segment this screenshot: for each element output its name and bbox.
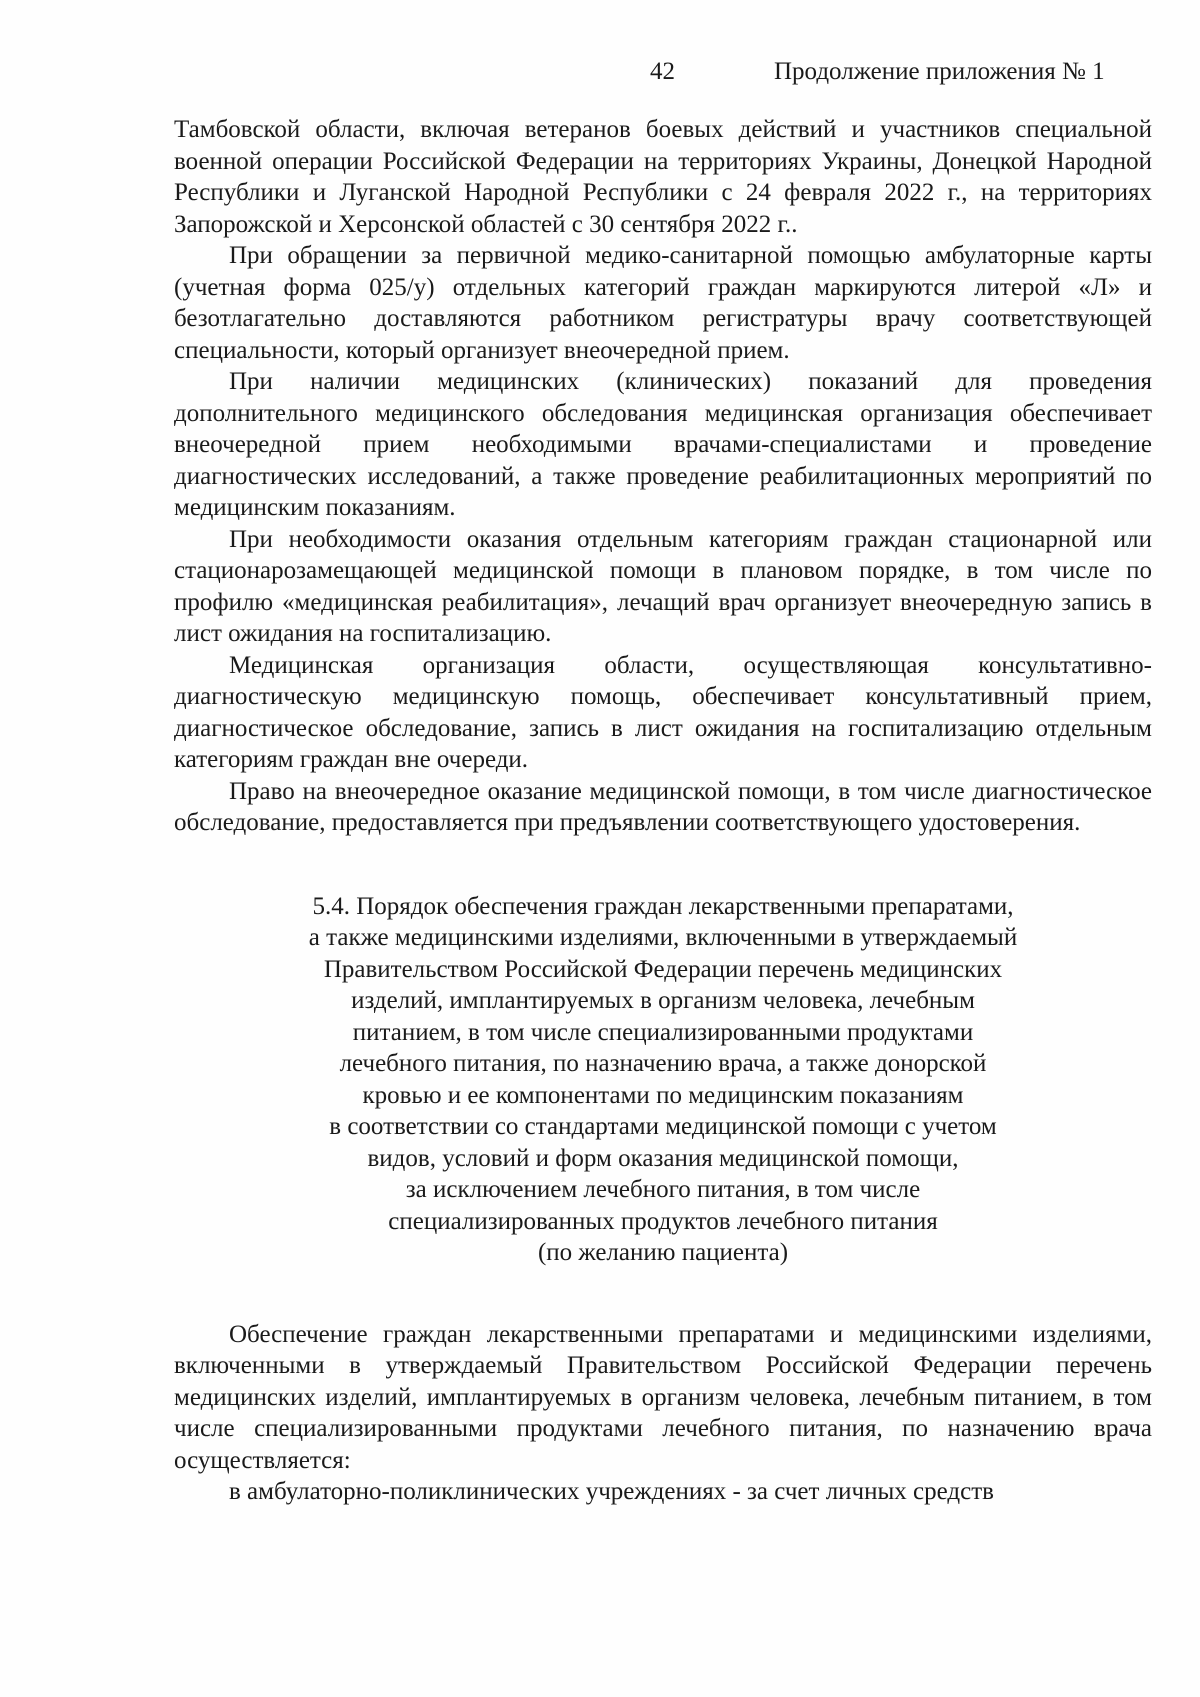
section-heading-line: Правительством Российской Федерации перечень медицинских: [323, 955, 1003, 983]
paragraph: При обращении за первичной медико-санитарной помощью амбулаторные карты (учетная форма 025/у) отдельных категорий граждан маркируются литерой «Л» и безотлагательно доставляются работником регистратуры врачу соответствующей специальности, который организует внеочередной прием.: [174, 242, 1152, 364]
section-heading-line: видов, условий и форм оказания медицинской помощи,: [367, 1144, 959, 1172]
section-heading-line: кровью и ее компонентами по медицинским показаниям: [362, 1081, 964, 1109]
section-heading-line: за исключением лечебного питания, в том числе: [405, 1176, 921, 1203]
paragraph: Право на внеочередное оказание медицинской помощи, в том числе диагностическое обследование, предоставляется при предъявлении соответствующего удостоверения.: [174, 777, 1152, 836]
section-heading-line: (по желанию пациента): [537, 1239, 789, 1266]
section-heading-line: лечебного питания, по назначению врача, а также донорской: [339, 1050, 987, 1077]
paragraph: При необходимости оказания отдельным категориям граждан стационарной или стационарозамещающей медицинской помощи в плановом порядке, в том числе по профилю «медицинская реабилитация», лечащий врач организует внеочередную запись в лист ожидания на госпитализацию.: [174, 525, 1152, 647]
section-heading-line: изделий, имплантируемых в организм человека, лечебным: [351, 987, 975, 1014]
page-number: 42: [650, 58, 675, 85]
paragraph: в амбулаторно-поликлинических учреждениях - за счет личных средств: [229, 1478, 994, 1505]
section-heading-line: а также медицинскими изделиями, включенными в утверждаемый: [308, 924, 1018, 951]
appendix-continuation-note: Продолжение приложения № 1: [774, 58, 1105, 85]
page-header: [0, 58, 1200, 98]
section-heading-line: в соответствии со стандартами медицинской помощи с учетом: [329, 1113, 997, 1140]
section-heading-line: 5.4. Порядок обеспечения граждан лекарственными препаратами,: [312, 892, 1014, 920]
paragraph: Обеспечение граждан лекарственными препаратами и медицинскими изделиями, включенными в утверждаемый Правительством Российской Федерации перечень медицинских изделий, имплантируемых в организм человека, лечебным питанием, в том числе специализированными продуктами лечебного питания, по назначению врача осуществляется:: [174, 1320, 1152, 1474]
paragraph-continuation: Тамбовской области, включая ветеранов боевых действий и участников специальной военной операции Российской Федерации на территориях Украины, Донецкой Народной Республики и Луганской Народной Республики с 24 февраля 2022 г., на территориях Запорожской и Херсонской областей с 30 сентября 2022 г..: [174, 116, 1152, 238]
section-heading-line: специализированных продуктов лечебного питания: [388, 1207, 938, 1235]
paragraph: При наличии медицинских (клинических) показаний для проведения дополнительного медицинского обследования медицинская организация обеспечивает внеочередной прием необходимыми врачами-специалистами и проведение диагностических исследований, а также проведение реабилитационных мероприятий по медицинским показаниям.: [174, 368, 1152, 521]
section-heading: [174, 891, 1152, 1269]
document-body: [174, 114, 1152, 1508]
paragraph: Медицинская организация области, осуществляющая консультативно-диагностическую медицинскую помощь, обеспечивает консультативный прием, диагностическое обследование, запись в лист ожидания на госпитализацию отдельным категориям граждан вне очереди.: [174, 651, 1152, 773]
section-heading-line: питанием, в том числе специализированными продуктами: [352, 1018, 974, 1046]
